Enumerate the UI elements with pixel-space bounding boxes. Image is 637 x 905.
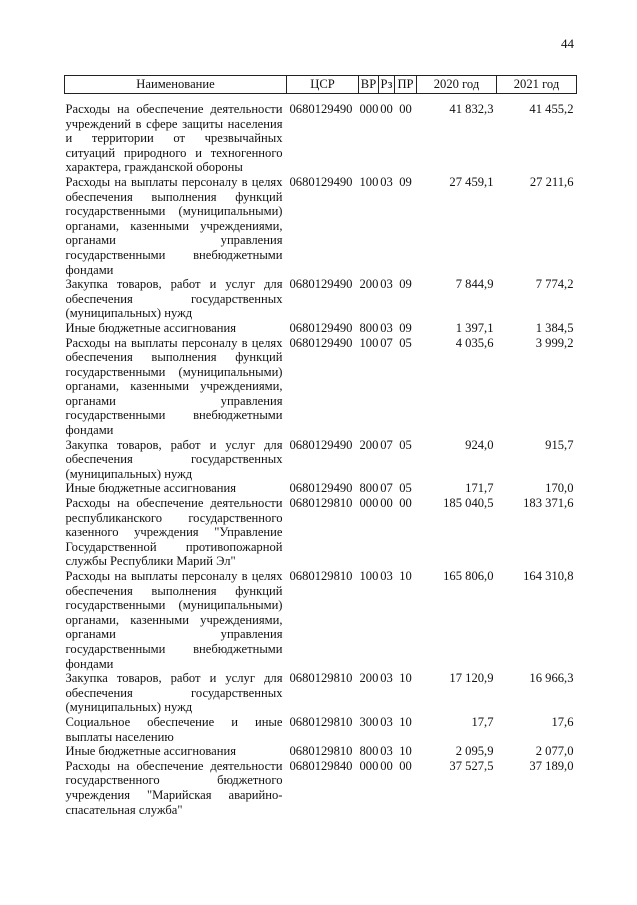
row-pr-cell: 00 xyxy=(399,496,412,511)
row-name-cell: Расходы на выплаты персоналу в целях обеспечения выполнения функций государственными (муниципальными) органами, казенными учреждениями, органами управления государственными внебюджетными фондами xyxy=(65,174,283,277)
row-2021-value: 27 211,6 xyxy=(529,174,574,189)
row-pr-cell: 00 xyxy=(399,102,412,116)
column-header-2021: 2021 год xyxy=(497,76,577,94)
page-number: 44 xyxy=(561,36,574,51)
row-name-cell: Иные бюджетные ассигнования xyxy=(65,481,237,496)
row-2020-value: 41 832,3 xyxy=(449,102,494,116)
row-2020-value: 7 844,9 xyxy=(455,277,494,292)
row-csr-cell: 0680129490 xyxy=(289,320,353,335)
row-2021-value: 3 999,2 xyxy=(535,335,574,350)
row-pr-cell: 09 xyxy=(399,174,412,189)
row-2020-value: 4 035,6 xyxy=(455,335,494,350)
table-row xyxy=(65,94,577,175)
table-header-row xyxy=(65,76,577,94)
row-2020-value: 37 527,5 xyxy=(449,758,494,773)
row-2021-value: 183 371,6 xyxy=(523,496,574,511)
row-vr-cell: 100 xyxy=(359,569,379,583)
row-name-cell: Закупка товаров, работ и услуг для обеспечения государственных (муниципальных) нужд xyxy=(65,437,283,481)
row-rz-cell: 07 xyxy=(380,437,393,452)
row-csr-cell: 0680129490 xyxy=(289,437,353,452)
row-csr-cell: 0680129810 xyxy=(289,496,353,511)
row-pr-cell: 05 xyxy=(399,437,412,452)
row-rz-cell: 07 xyxy=(380,335,393,350)
row-pr-cell: 10 xyxy=(399,714,412,729)
row-2020-value: 17,7 xyxy=(471,714,494,729)
table-row xyxy=(65,671,577,715)
row-name-cell: Расходы на выплаты персоналу в целях обеспечения выполнения функций государственными (муниципальными) органами, казенными учреждениями, органами управления государственными внебюджетными фондами xyxy=(65,335,283,438)
table-row xyxy=(65,496,577,569)
row-pr-cell: 10 xyxy=(399,671,412,686)
row-vr-cell: 800 xyxy=(359,744,379,759)
table-row xyxy=(65,438,577,482)
row-name-cell: Расходы на обеспечение деятельности республиканского государственного казенного учреждения "Управление Государственной противопожарной службы Республики Марий Эл" xyxy=(65,496,283,569)
row-2021-value: 17,6 xyxy=(551,714,574,729)
row-vr-cell: 100 xyxy=(359,174,379,189)
table-row xyxy=(65,336,577,438)
row-2020-value: 185 040,5 xyxy=(443,496,494,511)
table-row xyxy=(65,277,577,321)
row-name-cell: Расходы на обеспечение деятельности государственного бюджетного учреждения "Марийская аварийно-спасательная служба" xyxy=(65,758,283,817)
row-2020-value: 165 806,0 xyxy=(443,569,494,583)
row-csr-cell: 0680129840 xyxy=(289,758,353,773)
row-2020-value: 924,0 xyxy=(465,437,494,452)
row-csr-cell: 0680129810 xyxy=(289,671,353,686)
row-pr-cell: 09 xyxy=(399,277,412,292)
row-vr-cell: 000 xyxy=(359,758,379,773)
row-2020-value: 2 095,9 xyxy=(455,744,494,759)
row-name-cell: Иные бюджетные ассигнования xyxy=(65,744,237,759)
row-rz-cell: 03 xyxy=(380,174,393,189)
row-name-cell: Закупка товаров, работ и услуг для обеспечения государственных (муниципальных) нужд xyxy=(65,277,283,321)
table-row xyxy=(65,321,577,336)
row-vr-cell: 000 xyxy=(359,102,379,116)
table-row xyxy=(65,715,577,744)
row-2020-value: 17 120,9 xyxy=(449,671,494,686)
row-2021-value: 170,0 xyxy=(545,481,574,496)
row-pr-cell: 10 xyxy=(399,569,412,583)
row-rz-cell: 07 xyxy=(380,481,393,496)
table-row xyxy=(65,759,577,817)
column-header-vr: ВР xyxy=(359,76,379,94)
row-csr-cell: 0680129810 xyxy=(289,569,353,583)
row-2020-value: 1 397,1 xyxy=(455,320,494,335)
row-csr-cell: 0680129490 xyxy=(289,277,353,292)
row-pr-cell: 09 xyxy=(399,320,412,335)
row-vr-cell: 300 xyxy=(359,714,379,729)
row-rz-cell: 03 xyxy=(380,320,393,335)
row-csr-cell: 0680129490 xyxy=(289,102,353,116)
row-name-cell: Расходы на выплаты персоналу в целях обеспечения выполнения функций государственными (муниципальными) органами, казенными учреждениями, органами управления государственными внебюджетными фондами xyxy=(65,569,283,671)
row-name-cell: Иные бюджетные ассигнования xyxy=(65,320,237,335)
row-csr-cell: 0680129490 xyxy=(289,174,353,189)
budget-table xyxy=(64,75,577,817)
row-name-cell: Закупка товаров, работ и услуг для обеспечения государственных (муниципальных) нужд xyxy=(65,671,283,715)
row-2021-value: 915,7 xyxy=(545,437,574,452)
row-2020-value: 27 459,1 xyxy=(449,174,494,189)
table-row xyxy=(65,744,577,759)
row-pr-cell: 10 xyxy=(399,744,412,759)
row-2021-value: 7 774,2 xyxy=(535,277,574,292)
column-header-name: Наименование xyxy=(65,76,287,94)
row-2021-value: 16 966,3 xyxy=(529,671,574,686)
column-header-2020: 2020 год xyxy=(417,76,497,94)
row-2021-value: 2 077,0 xyxy=(535,744,574,759)
row-pr-cell: 00 xyxy=(399,758,412,773)
table-row xyxy=(65,481,577,496)
row-csr-cell: 0680129810 xyxy=(289,744,353,759)
row-2020-value: 171,7 xyxy=(465,481,494,496)
column-header-pr: ПР xyxy=(395,76,417,94)
row-2021-value: 41 455,2 xyxy=(529,102,574,116)
row-vr-cell: 200 xyxy=(359,671,379,686)
row-2021-value: 37 189,0 xyxy=(529,758,574,773)
row-vr-cell: 200 xyxy=(359,277,379,292)
row-rz-cell: 00 xyxy=(380,102,393,116)
row-vr-cell: 000 xyxy=(359,496,379,511)
row-pr-cell: 05 xyxy=(399,335,412,350)
row-pr-cell: 05 xyxy=(399,481,412,496)
table-row xyxy=(65,569,577,671)
row-rz-cell: 03 xyxy=(380,744,393,759)
row-2021-value: 164 310,8 xyxy=(523,569,574,583)
row-csr-cell: 0680129490 xyxy=(289,481,353,496)
row-vr-cell: 200 xyxy=(359,437,379,452)
row-vr-cell: 800 xyxy=(359,320,379,335)
row-name-cell: Расходы на обеспечение деятельности учреждений в сфере защиты населения и территории от чрезвычайных ситуаций природного и техногенного характера, гражданской обороны xyxy=(65,102,283,175)
column-header-csr: ЦСР xyxy=(287,76,359,94)
row-rz-cell: 03 xyxy=(380,277,393,292)
row-rz-cell: 03 xyxy=(380,569,393,583)
column-header-rz: Рз xyxy=(379,76,395,94)
row-vr-cell: 100 xyxy=(359,335,379,350)
row-2021-value: 1 384,5 xyxy=(535,320,574,335)
row-csr-cell: 0680129490 xyxy=(289,335,353,350)
row-name-cell: Социальное обеспечение и иные выплаты населению xyxy=(65,714,283,744)
row-rz-cell: 00 xyxy=(380,758,393,773)
row-rz-cell: 03 xyxy=(380,671,393,686)
row-rz-cell: 00 xyxy=(380,496,393,511)
row-csr-cell: 0680129810 xyxy=(289,714,353,729)
row-vr-cell: 800 xyxy=(359,481,379,496)
row-rz-cell: 03 xyxy=(380,714,393,729)
table-row xyxy=(65,175,577,277)
